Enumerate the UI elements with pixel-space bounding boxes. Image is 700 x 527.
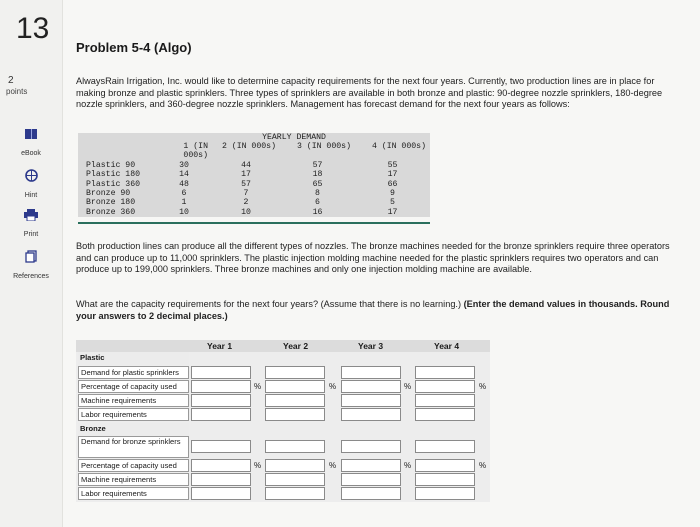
- demand-table-title: YEARLY DEMAND: [262, 133, 326, 142]
- demand-row-name: Plastic 90: [86, 160, 136, 170]
- bronze-demand-label: Demand for bronze sprinklers: [78, 436, 189, 458]
- plastic-machine-label: Machine requirements: [78, 394, 189, 407]
- plastic-demand-year4-input[interactable]: [415, 366, 475, 379]
- bronze-machine-year3-input[interactable]: [341, 473, 401, 486]
- bronze-labor-year1-input[interactable]: [191, 487, 251, 500]
- demand-cell: 55: [387, 160, 398, 170]
- printer-icon: [24, 209, 38, 221]
- demand-cell: 18: [312, 170, 323, 180]
- demand-cell: 48: [179, 179, 189, 189]
- references-button[interactable]: [0, 250, 62, 283]
- plastic-capacity-year1-input[interactable]: [191, 380, 251, 393]
- plastic-capacity-label: Percentage of capacity used: [78, 380, 189, 393]
- points-value: 2: [8, 75, 14, 86]
- bronze-labor-year2-input[interactable]: [265, 487, 325, 500]
- plastic-labor-year1-input[interactable]: [191, 408, 251, 421]
- demand-cell: 8: [315, 189, 320, 199]
- references-label: References: [13, 273, 49, 280]
- percent-sign: %: [479, 461, 487, 470]
- references-icon: [25, 250, 38, 263]
- demand-cell: 30: [179, 160, 189, 170]
- demand-cell: 66: [387, 179, 398, 189]
- demand-cell: 1: [181, 198, 187, 208]
- demand-row-name: Plastic 180: [86, 170, 141, 180]
- bronze-demand-year4-input[interactable]: [415, 440, 475, 453]
- demand-cell: 10: [241, 207, 251, 217]
- globe-icon: [25, 169, 38, 182]
- bronze-machine-label: Machine requirements: [78, 473, 189, 486]
- demand-cell: 6: [181, 189, 187, 199]
- demand-cell: 17: [387, 170, 398, 180]
- demand-cell: 9: [390, 189, 395, 199]
- bronze-capacity-year1-input[interactable]: [191, 459, 251, 472]
- percent-sign: %: [254, 461, 262, 470]
- demand-cell: 57: [312, 160, 323, 170]
- demand-cell: 2: [243, 198, 249, 208]
- demand-cell: 65: [312, 179, 323, 189]
- bronze-machine-year2-input[interactable]: [265, 473, 325, 486]
- print-button[interactable]: [0, 209, 62, 241]
- plastic-machine-year2-input[interactable]: [265, 394, 325, 407]
- plastic-labor-year4-input[interactable]: [415, 408, 475, 421]
- plastic-capacity-year4-input[interactable]: [415, 380, 475, 393]
- question-instruction: (Enter the demand values in thousands. Round your answers to 2 decimal places.): [76, 299, 670, 321]
- bronze-capacity-year3-input[interactable]: [341, 459, 401, 472]
- bronze-demand-year2-input[interactable]: [265, 440, 325, 453]
- demand-col-4: 4 (IN 000s): [371, 142, 426, 151]
- bronze-capacity-label: Percentage of capacity used: [78, 459, 189, 472]
- points-label: points: [6, 87, 28, 96]
- percent-sign: %: [329, 382, 337, 391]
- bronze-demand-year1-input[interactable]: [191, 440, 251, 453]
- plastic-demand-year1-input[interactable]: [191, 366, 251, 379]
- plastic-labor-year2-input[interactable]: [265, 408, 325, 421]
- demand-col-2: 2 (IN 000s): [221, 142, 276, 151]
- question-text: [76, 299, 676, 322]
- plastic-demand-year3-input[interactable]: [341, 366, 401, 379]
- plastic-demand-year2-input[interactable]: [265, 366, 325, 379]
- bronze-machine-year1-input[interactable]: [191, 473, 251, 486]
- demand-cell: 14: [179, 170, 189, 180]
- plastic-labor-label: Labor requirements: [78, 408, 189, 421]
- hint-label: Hint: [24, 192, 38, 199]
- question-number: 13: [16, 12, 50, 45]
- production-info: Both production lines can produce all the different types of nozzles. The bronze machines needed for the bronze sprinklers require three operators and can produce up to 11,000 sprinklers. The plastic injection molding machine needed for the plastic sprinklers requires two operators and can produce up to 199,000 sprinklers. Three bronze machines and only one injection molding machine are available.: [76, 241, 670, 274]
- plastic-machine-year4-input[interactable]: [415, 394, 475, 407]
- plastic-machine-year3-input[interactable]: [341, 394, 401, 407]
- demand-row-name: Plastic 360: [86, 179, 141, 189]
- bronze-section-label: Bronze: [78, 423, 189, 436]
- bronze-labor-year3-input[interactable]: [341, 487, 401, 500]
- demand-cell: 7: [243, 189, 249, 199]
- plastic-section-label: Plastic: [78, 352, 189, 365]
- plastic-labor-year3-input[interactable]: [341, 408, 401, 421]
- plastic-machine-year1-input[interactable]: [191, 394, 251, 407]
- demand-cell: 10: [179, 207, 189, 217]
- demand-cell: 5: [390, 198, 395, 208]
- bronze-capacity-year4-input[interactable]: [415, 459, 475, 472]
- demand-row-name: Bronze 90: [86, 189, 131, 199]
- print-label: Print: [23, 231, 39, 238]
- demand-cell: 16: [312, 207, 323, 217]
- percent-sign: %: [254, 382, 262, 391]
- demand-cell: 57: [241, 179, 251, 189]
- bronze-demand-year3-input[interactable]: [341, 440, 401, 453]
- demand-col-3: 3 (IN 000s): [296, 142, 351, 151]
- demand-table: [78, 133, 430, 217]
- ebook-label: eBook: [21, 150, 41, 157]
- year-3-header: Year 3: [358, 341, 384, 351]
- bronze-machine-year4-input[interactable]: [415, 473, 475, 486]
- demand-row-name: Bronze 180: [86, 198, 136, 208]
- demand-cell: 17: [241, 170, 251, 180]
- demand-row-name: Bronze 360: [86, 207, 136, 217]
- ebook-button[interactable]: [0, 128, 62, 160]
- year-1-header: Year 1: [207, 341, 233, 351]
- problem-title: Problem 5-4 (Algo): [76, 40, 192, 55]
- percent-sign: %: [404, 461, 412, 470]
- plastic-demand-label: Demand for plastic sprinklers: [78, 366, 189, 379]
- demand-cell: 17: [387, 207, 398, 217]
- percent-sign: %: [404, 382, 412, 391]
- bronze-labor-label: Labor requirements: [78, 487, 189, 500]
- bronze-capacity-year2-input[interactable]: [265, 459, 325, 472]
- percent-sign: %: [479, 382, 487, 391]
- problem-intro: AlwaysRain Irrigation, Inc. would like to determine capacity requirements for the next four years. Currently, two production lines are in place for making bronze and plastic sprinklers. Three types of sprinklers are available in both bronze and plastic: 90-degree nozzle sprinklers, 180-degree nozzle sprinklers, and 360-degree nozzle sprinklers. Management has forecast demand for the next four years as follows:: [76, 76, 663, 109]
- year-2-header: Year 2: [283, 341, 309, 351]
- hint-button[interactable]: [0, 169, 62, 202]
- year-4-header: Year 4: [434, 341, 460, 351]
- book-icon: [24, 128, 38, 140]
- demand-cell: 44: [241, 160, 251, 170]
- demand-cell: 6: [315, 198, 320, 208]
- demand-table-rule: [78, 222, 430, 224]
- question-plain: What are the capacity requirements for the next four years? (Assume that there is no learning.): [76, 299, 462, 309]
- plastic-capacity-year3-input[interactable]: [341, 380, 401, 393]
- sidebar: [0, 0, 63, 527]
- percent-sign: %: [329, 461, 337, 470]
- bronze-labor-year4-input[interactable]: [415, 487, 475, 500]
- demand-col-1: 1 (IN 000s): [183, 142, 208, 161]
- plastic-capacity-year2-input[interactable]: [265, 380, 325, 393]
